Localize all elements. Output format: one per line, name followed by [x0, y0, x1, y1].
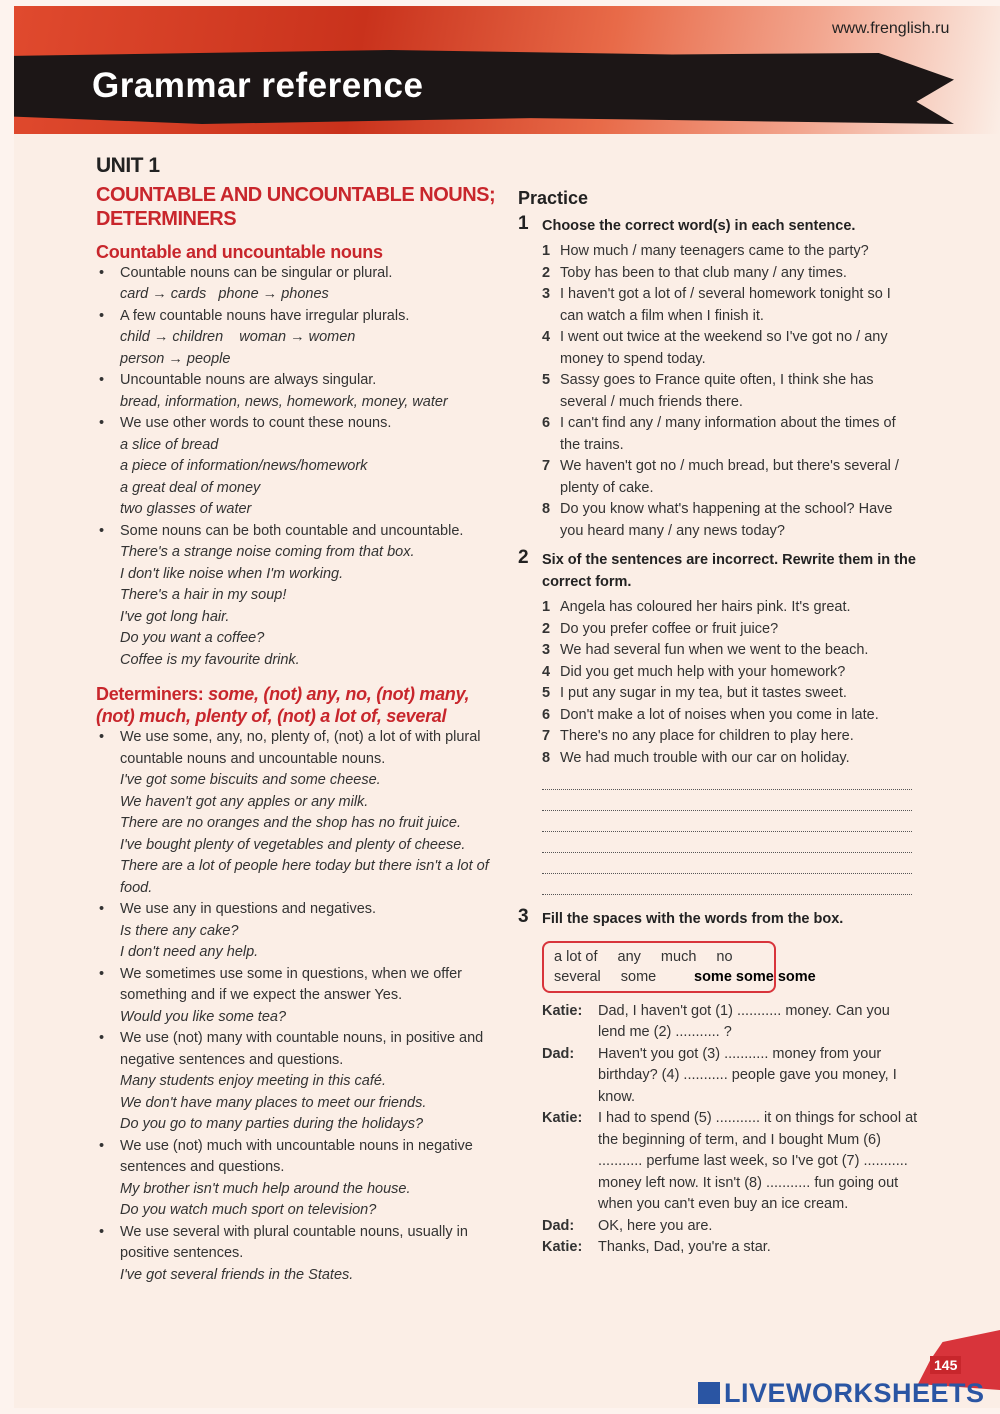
- page-title: Grammar reference: [92, 66, 424, 105]
- task-item: 2 Do you prefer coffee or fruit juice?: [542, 620, 779, 637]
- dialogue-line: Haven't you got (3) ........... money from your birthday? (4) ........... people gave you money, I know.: [598, 1045, 897, 1105]
- speaker: Katie:: [542, 1239, 583, 1255]
- rule-item: • We use any in questions and negatives.: [96, 899, 496, 921]
- dialogue: [518, 1001, 918, 1259]
- example: There are a lot of people here today but there isn't a lot of food.: [120, 858, 489, 896]
- rule-item: • Countable nouns can be singular or plural.: [96, 263, 496, 285]
- task-item: 2 Toby has been to that club many / any times.: [542, 264, 847, 281]
- example: There are no oranges and the shop has no fruit juice.: [120, 815, 461, 831]
- example: bread, information, news, homework, money, water: [120, 393, 448, 410]
- example: Many students enjoy meeting in this café.: [120, 1073, 386, 1089]
- answer-line[interactable]: [542, 790, 912, 811]
- dialogue-line: I had to spend (5) ........... it on things for school at the beginning of term, and I bought Mum (6) ........... perfume last week, so I've got (7) ........... money left now. It isn't (8) ........... fun going out when you can't even buy an ice cream.: [598, 1110, 918, 1212]
- example: a piece of information/news/homework: [120, 458, 368, 474]
- example: I've got several friends in the States.: [120, 1266, 354, 1283]
- example: Would you like some tea?: [120, 1008, 287, 1025]
- task-2-instruction: 2 Six of the sentences are incorrect. Rewrite them in the correct form.: [518, 547, 916, 590]
- rule-item: • Uncountable nouns are always singular.: [96, 370, 496, 392]
- answer-line[interactable]: [542, 874, 912, 895]
- example: a slice of bread: [120, 436, 219, 453]
- grammar-column: [96, 155, 496, 1286]
- task-item: 7 There's no any place for children to play here.: [542, 728, 854, 744]
- rule-item: • A few countable nouns have irregular plurals.: [96, 306, 496, 328]
- task-1-list: [518, 241, 918, 542]
- example: Do you go to many parties during the holidays?: [120, 1116, 424, 1132]
- task-item: 6 I can't find any / many information about the times of the trains.: [542, 415, 896, 453]
- answer-line[interactable]: [542, 853, 912, 874]
- task-3-instruction: 3 Fill the spaces with the words from the box.: [518, 906, 844, 927]
- example: child → children woman → women: [120, 329, 356, 345]
- task-item: 4 Did you get much help with your homework?: [542, 663, 846, 680]
- task-item: 3 I haven't got a lot of / several homework tonight so I can watch a film when I finish it.: [542, 286, 891, 324]
- rule-item: • We sometimes use some in questions, when we offer something and if we expect the answer Yes.: [96, 964, 496, 1007]
- unit-label: UNIT 1: [96, 154, 160, 177]
- answer-line[interactable]: [542, 832, 912, 853]
- example: There's a hair in my soup!: [120, 587, 287, 603]
- dialogue-line: OK, here you are.: [598, 1217, 713, 1234]
- answer-line[interactable]: [542, 769, 912, 790]
- task-item: 1 How much / many teenagers came to the party?: [542, 243, 869, 259]
- example: person → people: [120, 350, 231, 367]
- subheading-countable: Countable and uncountable nouns: [96, 241, 383, 262]
- rule-item: • We use (not) much with uncountable nouns in negative sentences and questions.: [96, 1136, 496, 1179]
- task-2-list: [518, 597, 918, 769]
- speaker: Katie:: [542, 1110, 583, 1126]
- rule-item: • We use some, any, no, plenty of, (not) a lot of with plural countable nouns and uncountable nouns.: [96, 727, 496, 770]
- word-box-overlay[interactable]: some some some: [694, 968, 816, 985]
- task-item: 3 We had several fun when we went to the beach.: [542, 642, 869, 658]
- task-item: 8 We had much trouble with our car on holiday.: [542, 749, 850, 766]
- liveworksheets-logo[interactable]: LIVEWORKSHEETS: [698, 1378, 985, 1409]
- speaker: Dad:: [542, 1217, 575, 1234]
- example: I don't like noise when I'm working.: [120, 565, 344, 582]
- dialogue-line: Thanks, Dad, you're a star.: [598, 1239, 771, 1255]
- task-item: 5 I put any sugar in my tea, but it tastes sweet.: [542, 685, 847, 701]
- speaker: Katie:: [542, 1002, 583, 1019]
- example: I've bought plenty of vegetables and plenty of cheese.: [120, 836, 466, 853]
- task-item: 5 Sassy goes to France quite often, I think she has several / much friends there.: [542, 372, 874, 410]
- task-item: 1 Angela has coloured her hairs pink. It's great.: [542, 599, 851, 615]
- task-item: 7 We haven't got no / much bread, but there's several / plenty of cake.: [542, 458, 899, 496]
- section-title: COUNTABLE AND UNCOUNTABLE NOUNS; DETERMINERS: [96, 183, 496, 230]
- practice-heading: Practice: [518, 188, 589, 208]
- example: Do you watch much sport on television?: [120, 1202, 377, 1218]
- example: card → cards phone → phones: [120, 286, 329, 302]
- example: There's a strange noise coming from that box.: [120, 544, 415, 560]
- example: two glasses of water: [120, 501, 252, 517]
- task-1-instruction: 1 Choose the correct word(s) in each sentence.: [518, 212, 856, 234]
- site-url[interactable]: www.frenglish.ru: [832, 20, 950, 37]
- example: We haven't got any apples or any milk.: [120, 793, 369, 810]
- example: I don't need any help.: [120, 944, 259, 960]
- page-number: 145: [930, 1356, 961, 1374]
- liveworksheets-icon: [698, 1382, 720, 1404]
- rule-item: • Some nouns can be both countable and uncountable.: [96, 521, 496, 543]
- speaker: Dad:: [542, 1045, 575, 1062]
- rule-item: • We use several with plural countable nouns, usually in positive sentences.: [96, 1222, 496, 1265]
- subheading-determiners: Determiners: some, (not) any, no, (not) many, (not) much, plenty of, (not) a lot of, several: [96, 684, 470, 726]
- dialogue-line: Dad, I haven't got (1) ........... money. Can you lend me (2) ........... ?: [598, 1002, 890, 1040]
- rule-item: • We use (not) many with countable nouns, in positive and negative sentences and questions.: [96, 1028, 496, 1071]
- example: Coffee is my favourite drink.: [120, 651, 300, 668]
- rule-item: • We use other words to count these nouns.: [96, 413, 496, 435]
- task-item: 6 Don't make a lot of noises when you come in late.: [542, 706, 879, 723]
- example: My brother isn't much help around the house.: [120, 1180, 411, 1197]
- example: I've got long hair.: [120, 608, 230, 625]
- practice-column: [518, 188, 918, 1259]
- example: I've got some biscuits and some cheese.: [120, 772, 381, 788]
- example: We don't have many places to meet our friends.: [120, 1094, 427, 1111]
- word-box: a lot of any much no several some some some some: [542, 941, 776, 993]
- task-item: 4 I went out twice at the weekend so I've got no / any money to spend today.: [542, 329, 888, 367]
- example: a great deal of money: [120, 479, 261, 496]
- example: Do you want a coffee?: [120, 630, 265, 646]
- task-item: 8 Do you know what's happening at the school? Have you heard many / any news today?: [542, 501, 893, 539]
- answer-line[interactable]: [542, 811, 912, 832]
- example: Is there any cake?: [120, 922, 239, 939]
